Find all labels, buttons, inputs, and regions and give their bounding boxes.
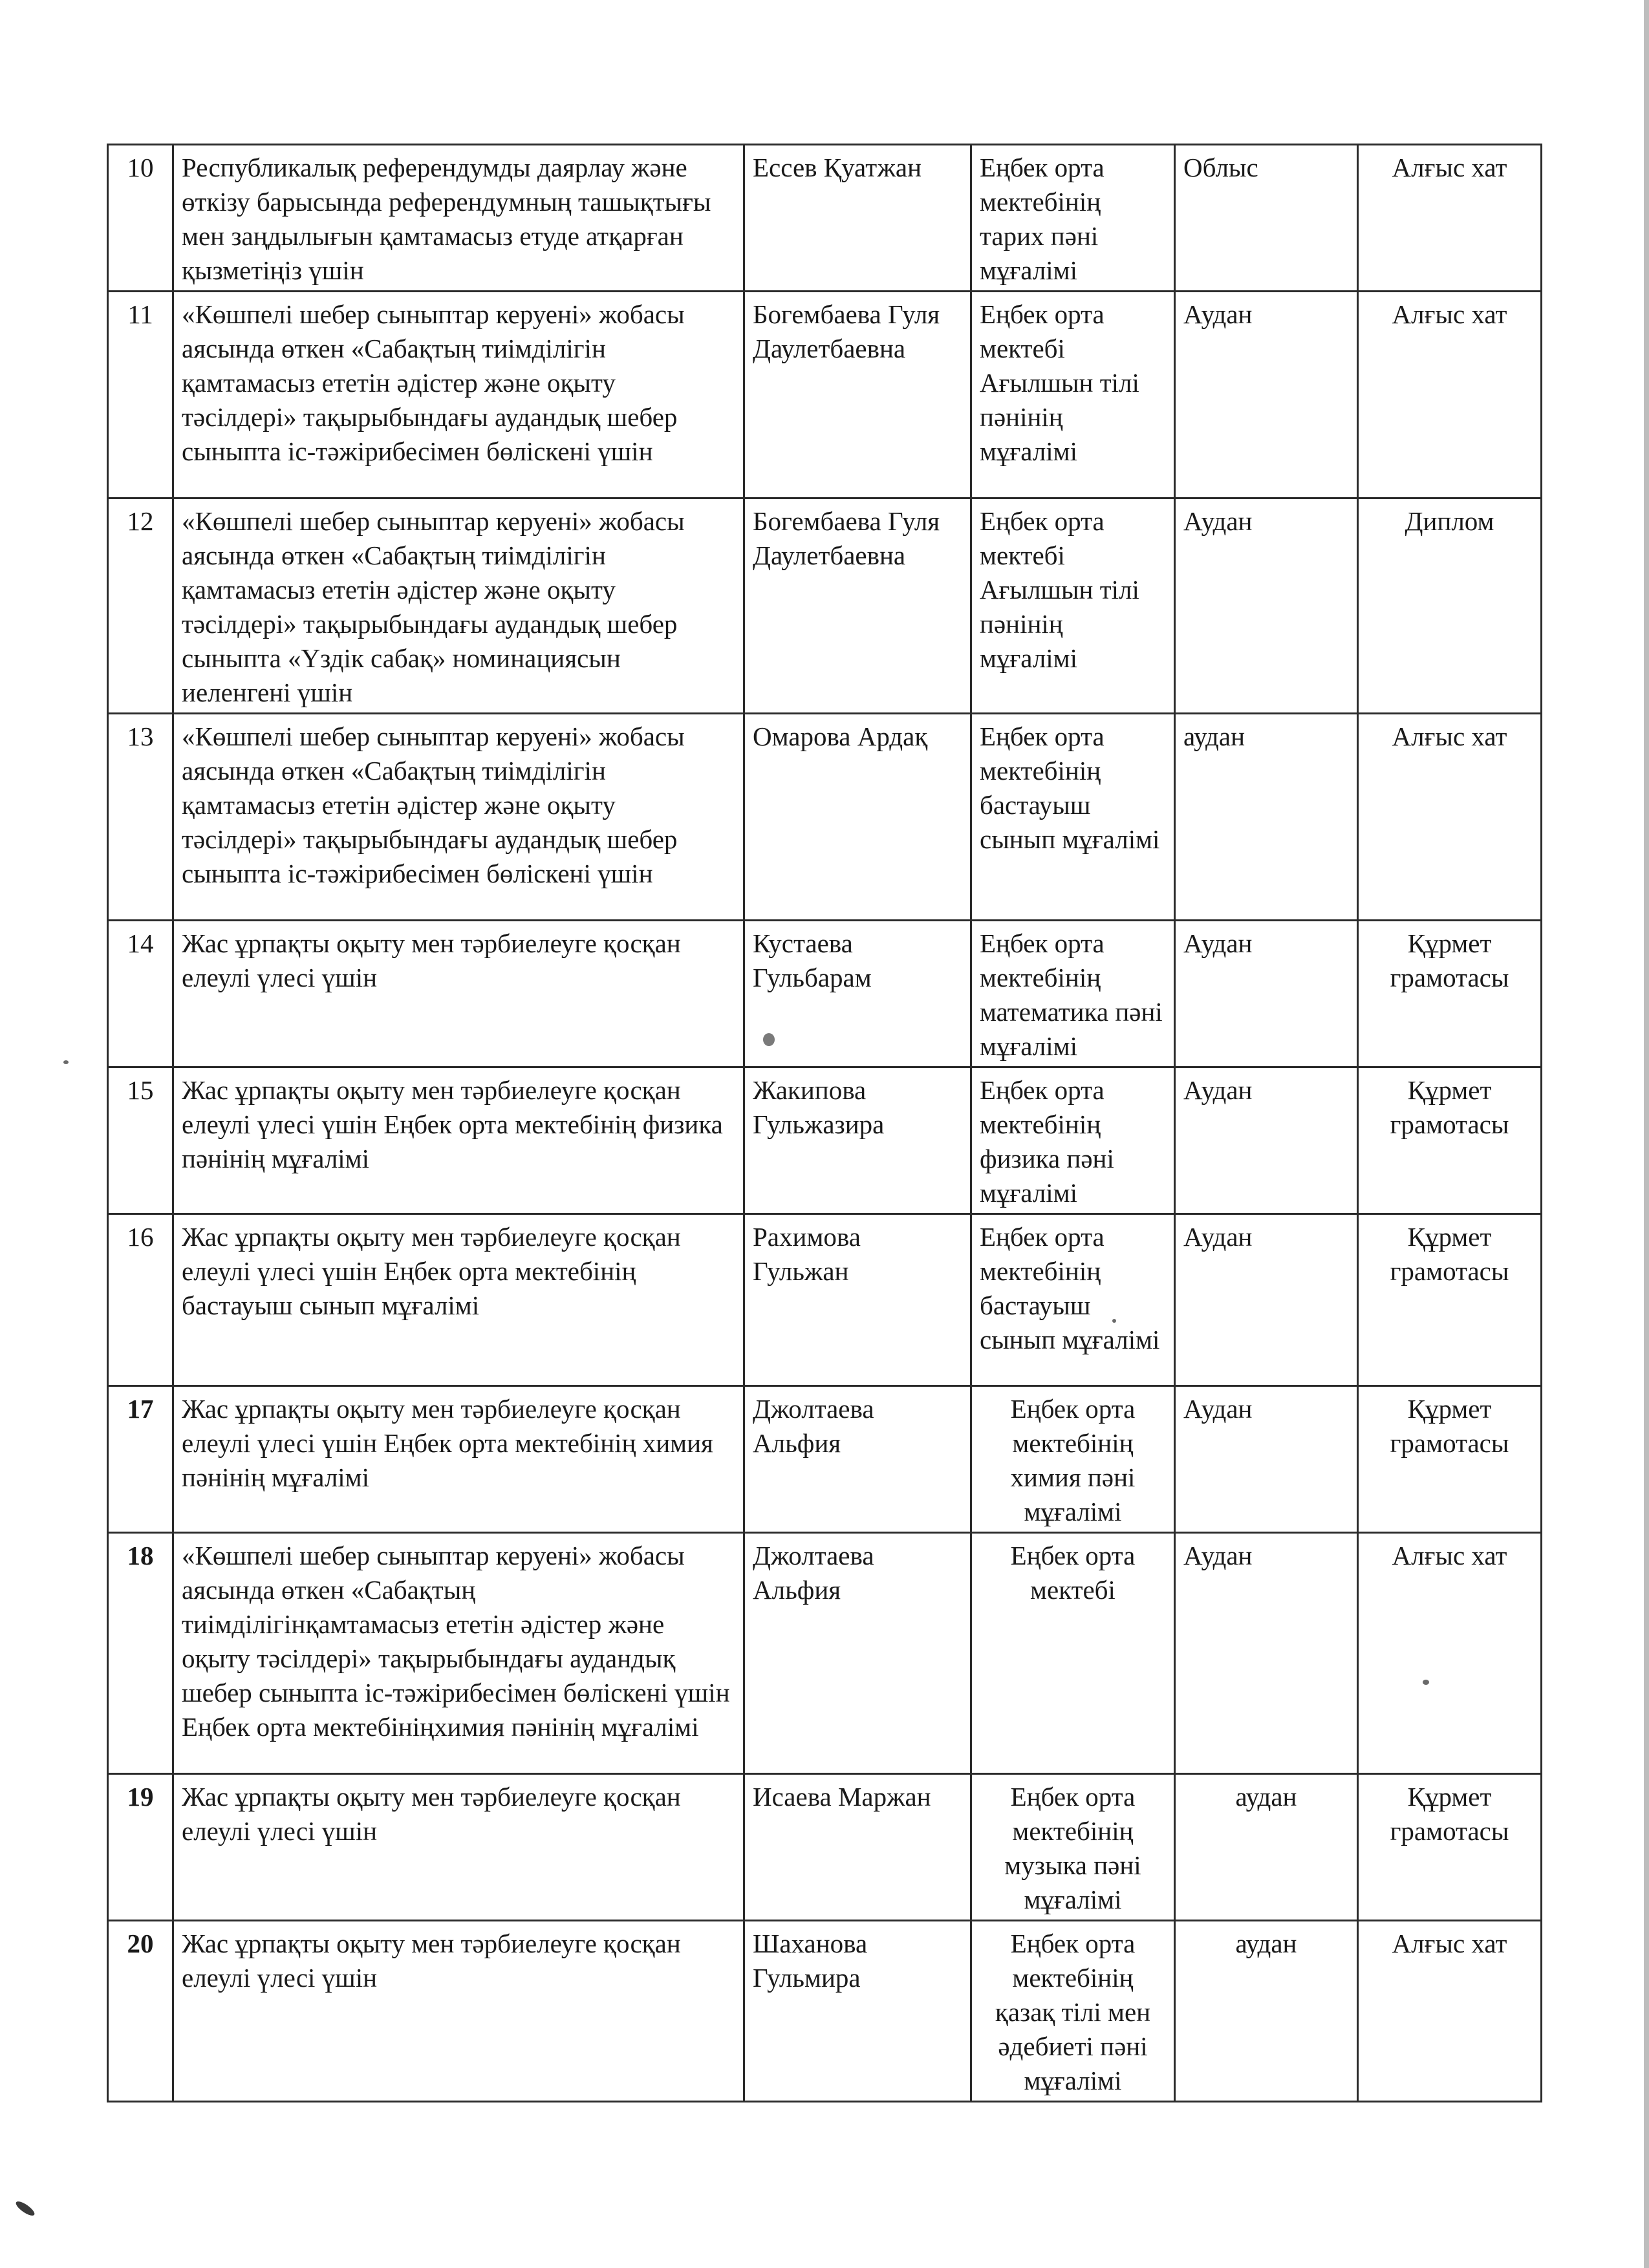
row-number: 11 [108,292,173,498]
award-level: Аудан [1175,1067,1358,1214]
row-number: 20 [108,1921,173,2102]
award-level: аудан [1175,1921,1358,2102]
recipient-name: Омарова Ардақ [744,714,971,921]
scan-speck [1423,1680,1429,1685]
award-level: Аудан [1175,1214,1358,1386]
table-row [108,1533,1542,1774]
award-reason: Жас ұрпақты оқыту мен тәрбиелеуге қосқан елеулі үлесі үшін Еңбек орта мектебінің бастауыш сынып мұғалімі [173,1214,744,1386]
row-number: 10 [108,145,173,292]
recipient-position: Еңбек орта мектебі Ағылшын тілі пәнінің мұғалімі [971,498,1175,714]
recipient-name: Рахимова Гульжан [744,1214,971,1386]
award-level: Аудан [1175,1533,1358,1774]
scan-speck [1112,1319,1116,1323]
row-number: 17 [108,1386,173,1533]
recipient-name: Джолтаева Альфия [744,1386,971,1533]
recipient-name: Исаева Маржан [744,1774,971,1921]
row-number: 15 [108,1067,173,1214]
award-type: Құрмет грамотасы [1358,1067,1542,1214]
recipient-position: Еңбек орта мектебінің қазақ тілі мен әдебиеті пәні мұғалімі [971,1921,1175,2102]
table-row [108,498,1542,714]
award-reason: Жас ұрпақты оқыту мен тәрбиелеуге қосқан елеулі үлесі үшін [173,1774,744,1921]
recipient-name: Жакипова Гульжазира [744,1067,971,1214]
award-type: Алғыс хат [1358,145,1542,292]
scan-page-edge [1644,0,1649,2268]
award-level: Облыс [1175,145,1358,292]
recipient-position: Еңбек орта мектебінің тарих пәні мұғалімі [971,145,1175,292]
recipient-position: Еңбек орта мектебінің математика пәні мұғалімі [971,921,1175,1067]
award-type: Алғыс хат [1358,1921,1542,2102]
recipient-position: Еңбек орта мектебінің музыка пәні мұғалімі [971,1774,1175,1921]
recipient-name: Богембаева Гуля Даулетбаевна [744,292,971,498]
award-reason: Жас ұрпақты оқыту мен тәрбиелеуге қосқан елеулі үлесі үшін Еңбек орта мектебінің химия пәнінің мұғалімі [173,1386,744,1533]
recipient-name: Шаханова Гульмира [744,1921,971,2102]
award-reason: «Көшпелі шебер сыныптар керуені» жобасы аясында өткен «Сабақтың тиімділігін қамтамасыз ететін әдістер және оқыту тәсілдері» тақырыбындағы аудандық шебер сыныпта іс-тәжірибесімен бөліскені үшін [173,292,744,498]
recipient-position: Еңбек орта мектебі Ағылшын тілі пәнінің мұғалімі [971,292,1175,498]
table-row [108,1921,1542,2102]
award-type: Алғыс хат [1358,1533,1542,1774]
row-number: 18 [108,1533,173,1774]
award-level: Аудан [1175,1386,1358,1533]
table-row [108,1214,1542,1386]
table-row [108,1067,1542,1214]
table-row [108,1386,1542,1533]
award-type: Құрмет грамотасы [1358,1214,1542,1386]
award-reason: Республикалық референдумды даярлау және өткізу барысында референдумның ташықтығы мен заңдылығын қамтамасыз етуде атқарған қызметіңіз үшін [173,145,744,292]
award-type: Алғыс хат [1358,292,1542,498]
recipient-position: Еңбек орта мектебінің бастауыш сынып мұғалімі [971,714,1175,921]
award-level: Аудан [1175,498,1358,714]
award-level: аудан [1175,714,1358,921]
award-reason: Жас ұрпақты оқыту мен тәрбиелеуге қосқан елеулі үлесі үшін [173,1921,744,2102]
recipient-name: Ессев Қуатжан [744,145,971,292]
recipient-name: Джолтаева Альфия [744,1533,971,1774]
scan-speck [763,1033,775,1046]
award-type: Құрмет грамотасы [1358,1774,1542,1921]
award-level: Аудан [1175,292,1358,498]
award-reason: Жас ұрпақты оқыту мен тәрбиелеуге қосқан елеулі үлесі үшін [173,921,744,1067]
award-type: Құрмет грамотасы [1358,1386,1542,1533]
recipient-name: Кустаева Гульбарам [744,921,971,1067]
award-type: Алғыс хат [1358,714,1542,921]
table-row [108,921,1542,1067]
recipient-position: Еңбек орта мектебі [971,1533,1175,1774]
recipient-position: Еңбек орта мектебінің физика пәні мұғалімі [971,1067,1175,1214]
table-row [108,145,1542,292]
recipient-position: Еңбек орта мектебінің бастауыш сынып мұғалімі [971,1214,1175,1386]
row-number: 16 [108,1214,173,1386]
award-type: Диплом [1358,498,1542,714]
awards-table [107,144,1542,2102]
table-row [108,1774,1542,1921]
row-number: 12 [108,498,173,714]
table-row [108,292,1542,498]
award-reason: «Көшпелі шебер сыныптар керуені» жобасы аясында өткен «Сабақтың тиімділігін қамтамасыз ететін әдістер және оқыту тәсілдері» тақырыбындағы аудандық шебер сыныпта «Үздік сабақ» номинациясын иеленгені үшін [173,498,744,714]
row-number: 14 [108,921,173,1067]
row-number: 13 [108,714,173,921]
recipient-name: Богембаева Гуля Даулетбаевна [744,498,971,714]
scan-speck [63,1060,69,1064]
award-level: Аудан [1175,921,1358,1067]
award-reason: «Көшпелі шебер сыныптар керуені» жобасы аясында өткен «Сабақтың тиімділігінқамтамасыз ететін әдістер және оқыту тәсілдері» тақырыбындағы аудандық шебер сыныпта іс-тәжірибесімен бөліскені үшін Еңбек орта мектебініңхимия пәнінің мұғалімі [173,1533,744,1774]
award-reason: «Көшпелі шебер сыныптар керуені» жобасы аясында өткен «Сабақтың тиімділігін қамтамасыз ететін әдістер және оқыту тәсілдері» тақырыбындағы аудандық шебер сыныпта іс-тәжірибесімен бөліскені үшін [173,714,744,921]
award-level: аудан [1175,1774,1358,1921]
award-type: Құрмет грамотасы [1358,921,1542,1067]
row-number: 19 [108,1774,173,1921]
scan-speck [14,2199,37,2218]
table-row [108,714,1542,921]
recipient-position: Еңбек орта мектебінің химия пәні мұғалімі [971,1386,1175,1533]
award-reason: Жас ұрпақты оқыту мен тәрбиелеуге қосқан елеулі үлесі үшін Еңбек орта мектебінің физика пәнінің мұғалімі [173,1067,744,1214]
